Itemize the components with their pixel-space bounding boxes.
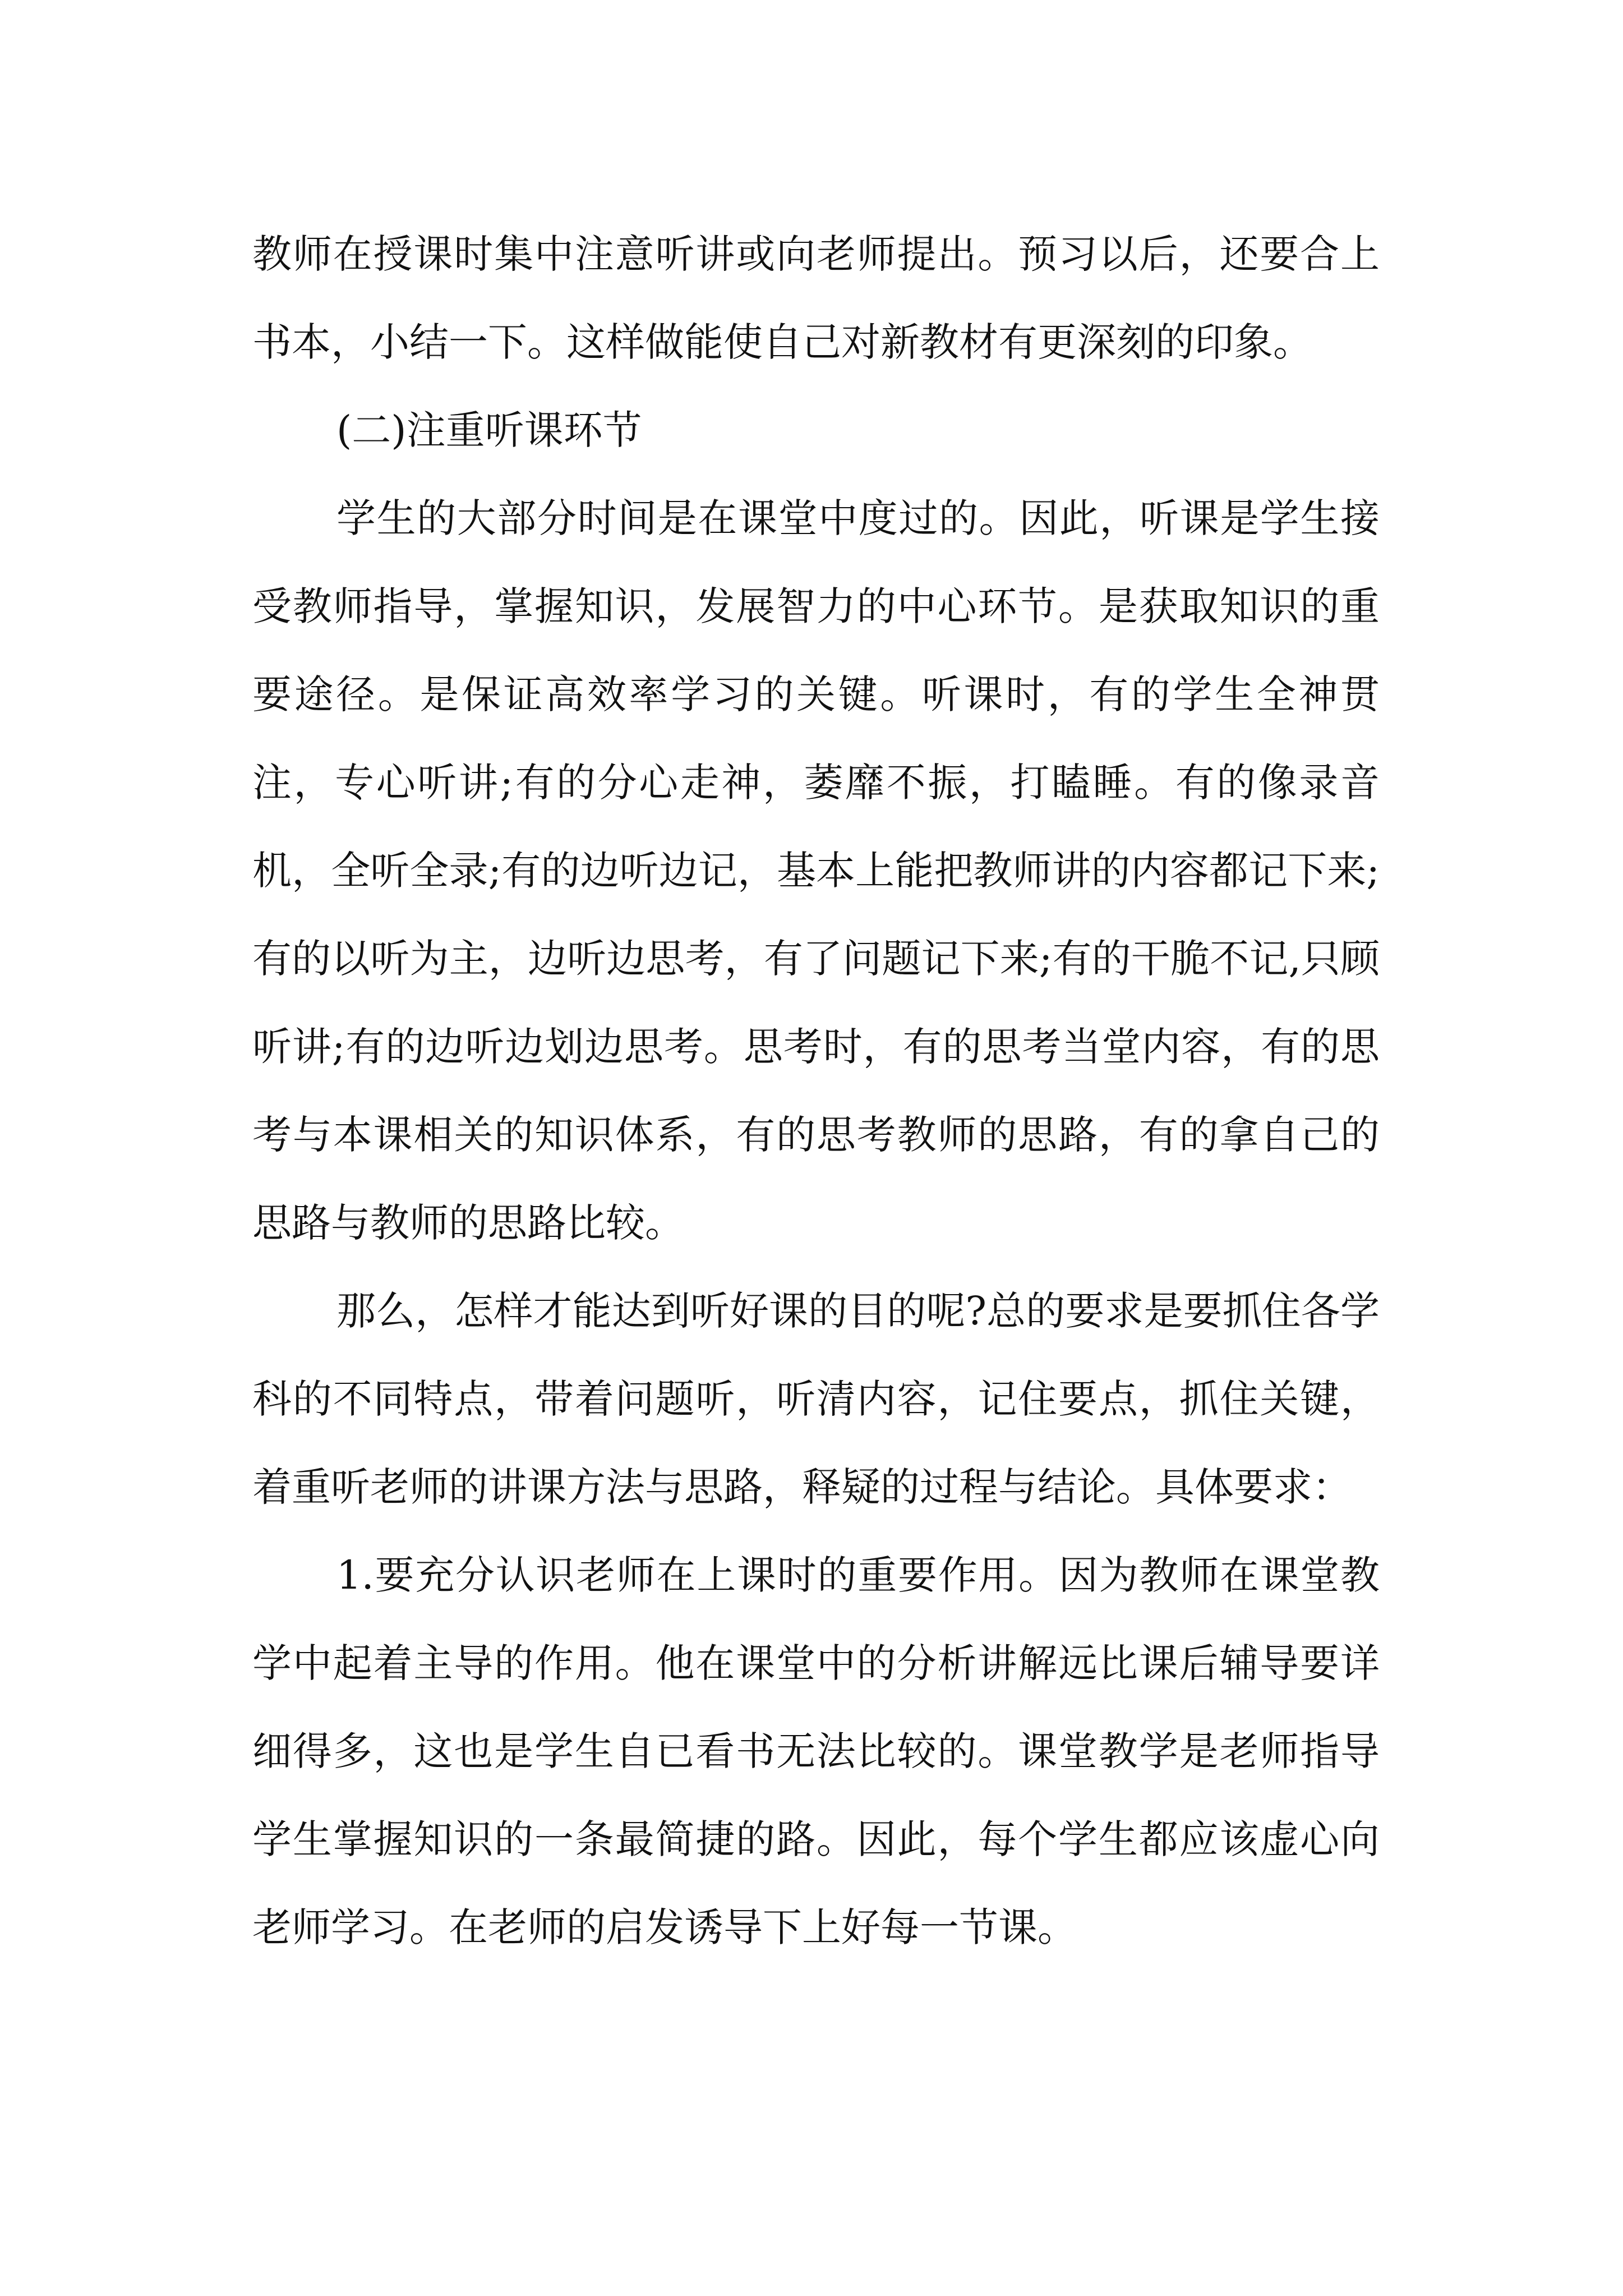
paragraph-item-1: 1.要充分认识老师在上课时的重要作用。因为教师在课堂教学中起着主导的作用。他在课堂中的分析讲解远比课后辅导要详细得多，这也是学生自已看书无法比较的。课堂教学是老师指导学生掌握知识的一条最简捷的路。因此，每个学生都应该虚心向老师学习。在老师的启发诱导下上好每一节课。	[252, 1552, 1380, 1950]
document-body	[252, 210, 1380, 1972]
paragraph-continuation: 教师在授课时集中注意听讲或向老师提出。预习以后，还要合上书本，小结一下。这样做能使自己对新教材有更深刻的印象。	[252, 231, 1380, 365]
paragraph-requirements: 那么，怎样才能达到听好课的目的呢?总的要求是要抓住各学科的不同特点，带着问题听，听清内容，记住要点，抓住关键，着重听老师的讲课方法与思路，释疑的过程与结论。具体要求：	[252, 1288, 1380, 1510]
paragraph-listening: 学生的大部分时间是在课堂中度过的。因此，听课是学生接受教师指导，掌握知识，发展智力的中心环节。是获取知识的重要途径。是保证高效率学习的关键。听课时，有的学生全神贯注，专心听讲;有的分心走神，萎靡不振，打瞌睡。有的像录音机，全听全录;有的边听边记，基本上能把教师讲的内容都记下来;有的以听为主，边听边思考，有了问题记下来;有的干脆不记,只顾听讲;有的边听边划边思考。思考时，有的思考当堂内容，有的思考与本课相关的知识体系，有的思考教师的思路，有的拿自己的思路与教师的思路比较。	[252, 495, 1380, 1246]
section-heading: (二)注重听课环节	[336, 407, 642, 453]
